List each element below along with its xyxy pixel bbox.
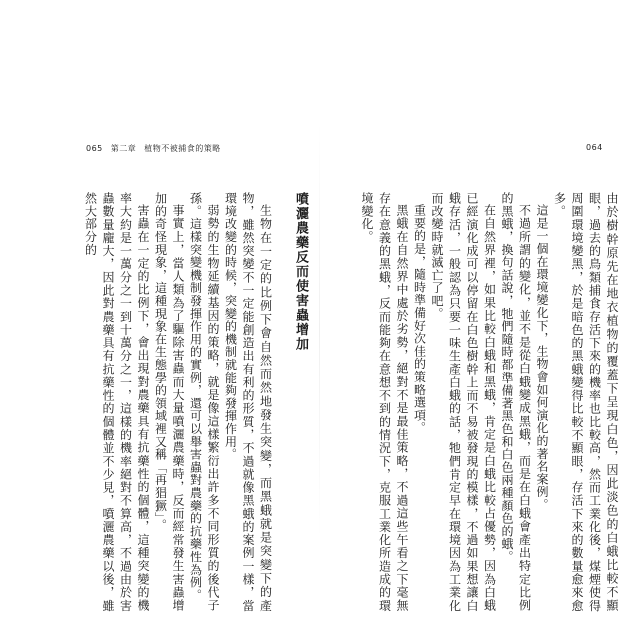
paragraph: 不過所謂的變化，並不是從白蛾變成黑蛾，而是在白蛾會產出特定比例的黑蛾，換句話說，牠們隨時都準備著黑色和白色兩種顏色的蛾。 [500,192,532,612]
page-gutter [319,120,320,540]
paragraph: 黑蛾在自然界中處於劣勢，絕對不是最佳策略，不過這些午看之下毫無存在意義的黑蛾，反而能夠在意想不到的情況下，克服工業化所造成的環境變化。 [360,192,409,612]
left-page-body [84,192,309,612]
section-heading: 噴灑農藥反而使害蟲增加 [293,192,308,352]
left-running-head [86,143,221,154]
right-page-number: 064 [586,143,603,152]
paragraph: 重要的是，隨時準備好次佳的策略選項。 [412,204,427,435]
left-page-number: 065 [86,144,103,153]
paragraph: 這是一個在環境變化下，生物會如何演化的著名案例。 [535,204,549,512]
paragraph: 弱勢的生物延續基因的策略，就是像這樣繁衍出許多不同形質的後代子孫。這樣突變機制發揮作用的實例，還可以舉害蟲對農藥的抗藥性為例。 [188,192,220,612]
right-page-body [330,192,620,612]
heading-spacer [274,192,292,612]
paragraph: 害蟲在一定的比例下，會出現對農藥具有抗藥性的個體，這種突變的機率大約是一萬分之一到十萬分之一，這樣的機率絕對不算高，不過由於害蟲數量龐大，因此對農藥具有抗藥性的個體並不少見，噴灑農藥以後，雖然大部分的 [83,192,150,612]
paragraph: 事實上，當人類為了驅除害蟲而大量噴灑農藥時，反而經常發生害蟲增加的奇怪現象，這種現象在生態學的領域裡又稱「再猖獗」。 [153,192,185,612]
paragraph: 生物在一定的比例下會自然而然地發生突變，而黑蛾就是突變下的產物，雖然突變不一定能創造出有利的形質，不過就像黑蛾的案例一樣，當環境改變的時候，突變的機制就能夠發揮作用。 [223,192,273,612]
right-running-head [586,143,603,152]
paragraph: 在自然界裡，如果比較白蛾和黑蛾，肯定是白蛾比較占優勢，因為白蛾已經演化成可以停留在白色樹幹上而不易被發現的模樣，不過如果想讓白蛾存活，一般認為只要一味生產白蛾的話，牠們肯定早在環境因為工業化而改變時就滅亡了吧。 [430,192,497,612]
chapter-label: 第二章 [110,144,137,153]
paragraph: 由於樹幹原先在地衣植物的覆蓋下呈現白色，因此淡色的白蛾比較不顯眼，過去的鳥類捕食存活下來的機率也比較高，然而工業化後，煤煙使得周圍環境變黑，於是暗色的黑蛾變得比較不顯眼，存活下來的數量愈來愈多。 [552,192,619,612]
chapter-title: 植物不被捕食的策略 [144,144,221,153]
